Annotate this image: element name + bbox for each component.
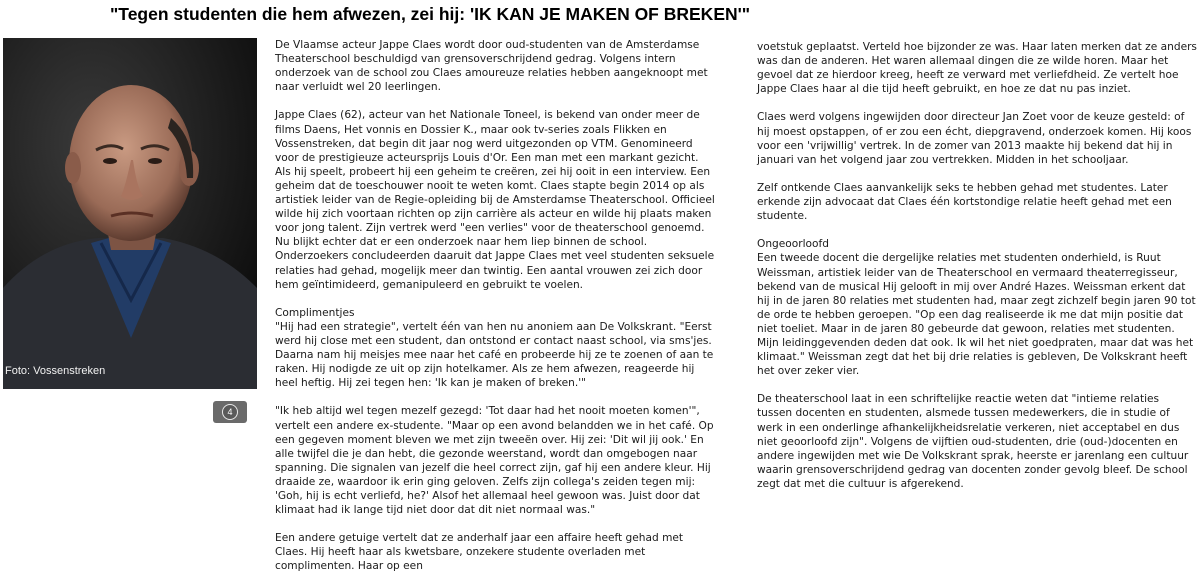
subheading: Ongeoorloofd [757, 238, 829, 251]
paragraph: Zelf ontkende Claes aanvankelijk seks te hebben gehad met studentes. Later erkende zijn advocaat dat Claes één kortstondige relatie heeft gehad met een studente. [757, 181, 1172, 223]
article-column-2 [757, 40, 1197, 505]
paragraph: "Hij had een strategie", vertelt één van hen nu anoniem aan De Volkskrant. "Eerst werd hij close met een student, dan ontstond er contact naast school, via sms'jes. Daarna nam hij meisjes mee naar het café en probeerde hij ze te zoenen of aan te raken. Hij nodigde ze uit op zijn hotelkamer. Als ze hem afwezen, reageerde hij heel heftig. Hij zei tegen hen: 'Ik kan je maken of breken.'" [275, 320, 714, 390]
portrait-photo [3, 38, 257, 389]
paragraph: De Vlaamse acteur Jappe Claes wordt door oud-studenten van de Amsterdamse Theaterschool beschuldigd van grensoverschrijdend gedrag. Volgens intern onderzoek van de school zou Claes amoureuze relaties hebben aangeknoopt met naar verluidt wel 20 leerlingen. [275, 39, 708, 94]
paragraph: Een andere getuige vertelt dat ze anderhalf jaar een affaire heeft gehad met Claes. Hij heeft haar als kwetsbare, onzekere studente overladen met complimenten. Haar op een [275, 532, 684, 573]
photo-caption: Foto: Vossenstreken [5, 365, 106, 377]
paragraph: Jappe Claes (62), acteur van het Nationale Toneel, is bekend van onder meer de films Daens, Het vonnis en Dossier K., maar ook tv-series zoals Flikken en Vossenstreken, dat begin dit jaar nog werd uitgezonden op VTM. Genomineerd voor de prestigieuze acteursprijs Louis d'Or. Een man met een markant gezicht. Als hij speelt, probeert hij een geheim te creëren, zei hij ooit in een interview. Een geheim dat de toeschouwer nooit te weten komt. Claes stapte begin 2014 op als artistiek leider van de Regie-opleiding bij de Amsterdamse Theaterschool. Officieel wilde hij zich voortaan richten op zijn carrière als acteur en wilde hij plaats maken voor jong talent. Zijn vertrek werd "een verlies" voor de theaterschool genoemd. Nu blijkt echter dat er een onderzoek naar hem liep binnen de school. Onderzoekers concludeerden daaruit dat Jappe Claes met veel studenten seksuele relaties had gehad, mogelijk meer dan twintig. Een aantal vrouwen zei zich door hem geïntimideerd, gemanipuleerd en gebruikt te voelen. [275, 109, 715, 291]
paragraph: "Ik heb altijd wel tegen mezelf gezegd: 'Tot daar had het nooit moeten komen'", vertelt een andere ex-studente. "Maar op een avond belandden we in het café. Op een gegeven moment bleven we met zijn tweeën over. Hij zei: 'Dit wil jij ook.' En alle twijfel die je dan hebt, die gezonde weerstand, wordt dan omgebogen naar spanning. Die signalen van jezelf die heel correct zijn, gaf hij een andere kleur. Hij draaide ze, waardoor ik erin ging geloven. Zelfs zijn collega's zeiden tegen mij: 'Goh, hij is echt verliefd, he?' Alsof het allemaal heel gewoon was. Juist door dat klimaat had ik lange tijd niet door dat dit niet normaal was." [275, 405, 714, 517]
paragraph: De theaterschool laat in een schriftelijke reactie weten dat "intieme relaties tussen docenten en studenten, alsmede tussen medewerkers, die in studie of werk in een onderlinge afhankelijkheidsrelatie verkeren, niet acceptabel en dus niet geoorloofd zijn". Volgens de vijftien oud-studenten, drie (oud-)docenten en andere ingewijden met wie De Volkskrant sprak, heerste er jarenlang een cultuur waarin grensoverschrijdend gedrag van docenten zonder gevolg bleef. De school zegt dat met die cultuur is afgerekend. [757, 393, 1189, 490]
paragraph: voetstuk geplaatst. Verteld hoe bijzonder ze was. Haar laten merken dat ze anders was dan de anderen. Het waren allemaal dingen die ze wilde horen. Maar het gevoel dat ze hierdoor kreeg, heeft ze verward met verliefdheid. Ze vertelt hoe Jappe Claes haar al die tijd heeft gebruikt, en hoe ze dat nu pas inziet. [757, 41, 1197, 96]
article-column-1 [275, 38, 715, 588]
gallery-camera-icon: 4 [222, 404, 238, 420]
paragraph: Een tweede docent die dergelijke relaties met studenten onderhield, is Ruut Weissman, artistiek leider van de Theaterschool en vermaard theaterregisseur, bekend van de musical Hij gelooft in mij over André Hazes. Weissman erkent dat hij in de jaren 80 relaties met studenten had, maar zegt zichzelf begin jaren 90 tot de orde te hebben geroepen. "Op een dag realiseerde ik me dat mijn positie dat niet toeliet. Maar in de jaren 80 gebeurde dat gewoon, relaties met studenten. Mijn leidinggevenden deden dat ook. Ik wil het niet goedpraten, maar dat was het klimaat." Weissman zegt dat het bij drie relaties is gebleven, De Volkskrant heeft het over zeker vier. [757, 252, 1196, 378]
paragraph: Claes werd volgens ingewijden door directeur Jan Zoet voor de keuze gesteld: of hij moest opstappen, of er zou een écht, diepgravend, onderzoek komen. Hij koos voor een 'vrijwillig' vertrek. In de zomer van 2013 maakte hij bekend dat hij in januari van het volgend jaar zou vertrekken. Midden in het schooljaar. [757, 111, 1192, 166]
gallery-button[interactable] [213, 401, 247, 423]
article-title: "Tegen studenten die hem afwezen, zei hij: 'IK KAN JE MAKEN OF BREKEN'" [110, 4, 751, 24]
subheading: Complimentjes [275, 306, 355, 319]
article-photo[interactable] [3, 38, 257, 389]
